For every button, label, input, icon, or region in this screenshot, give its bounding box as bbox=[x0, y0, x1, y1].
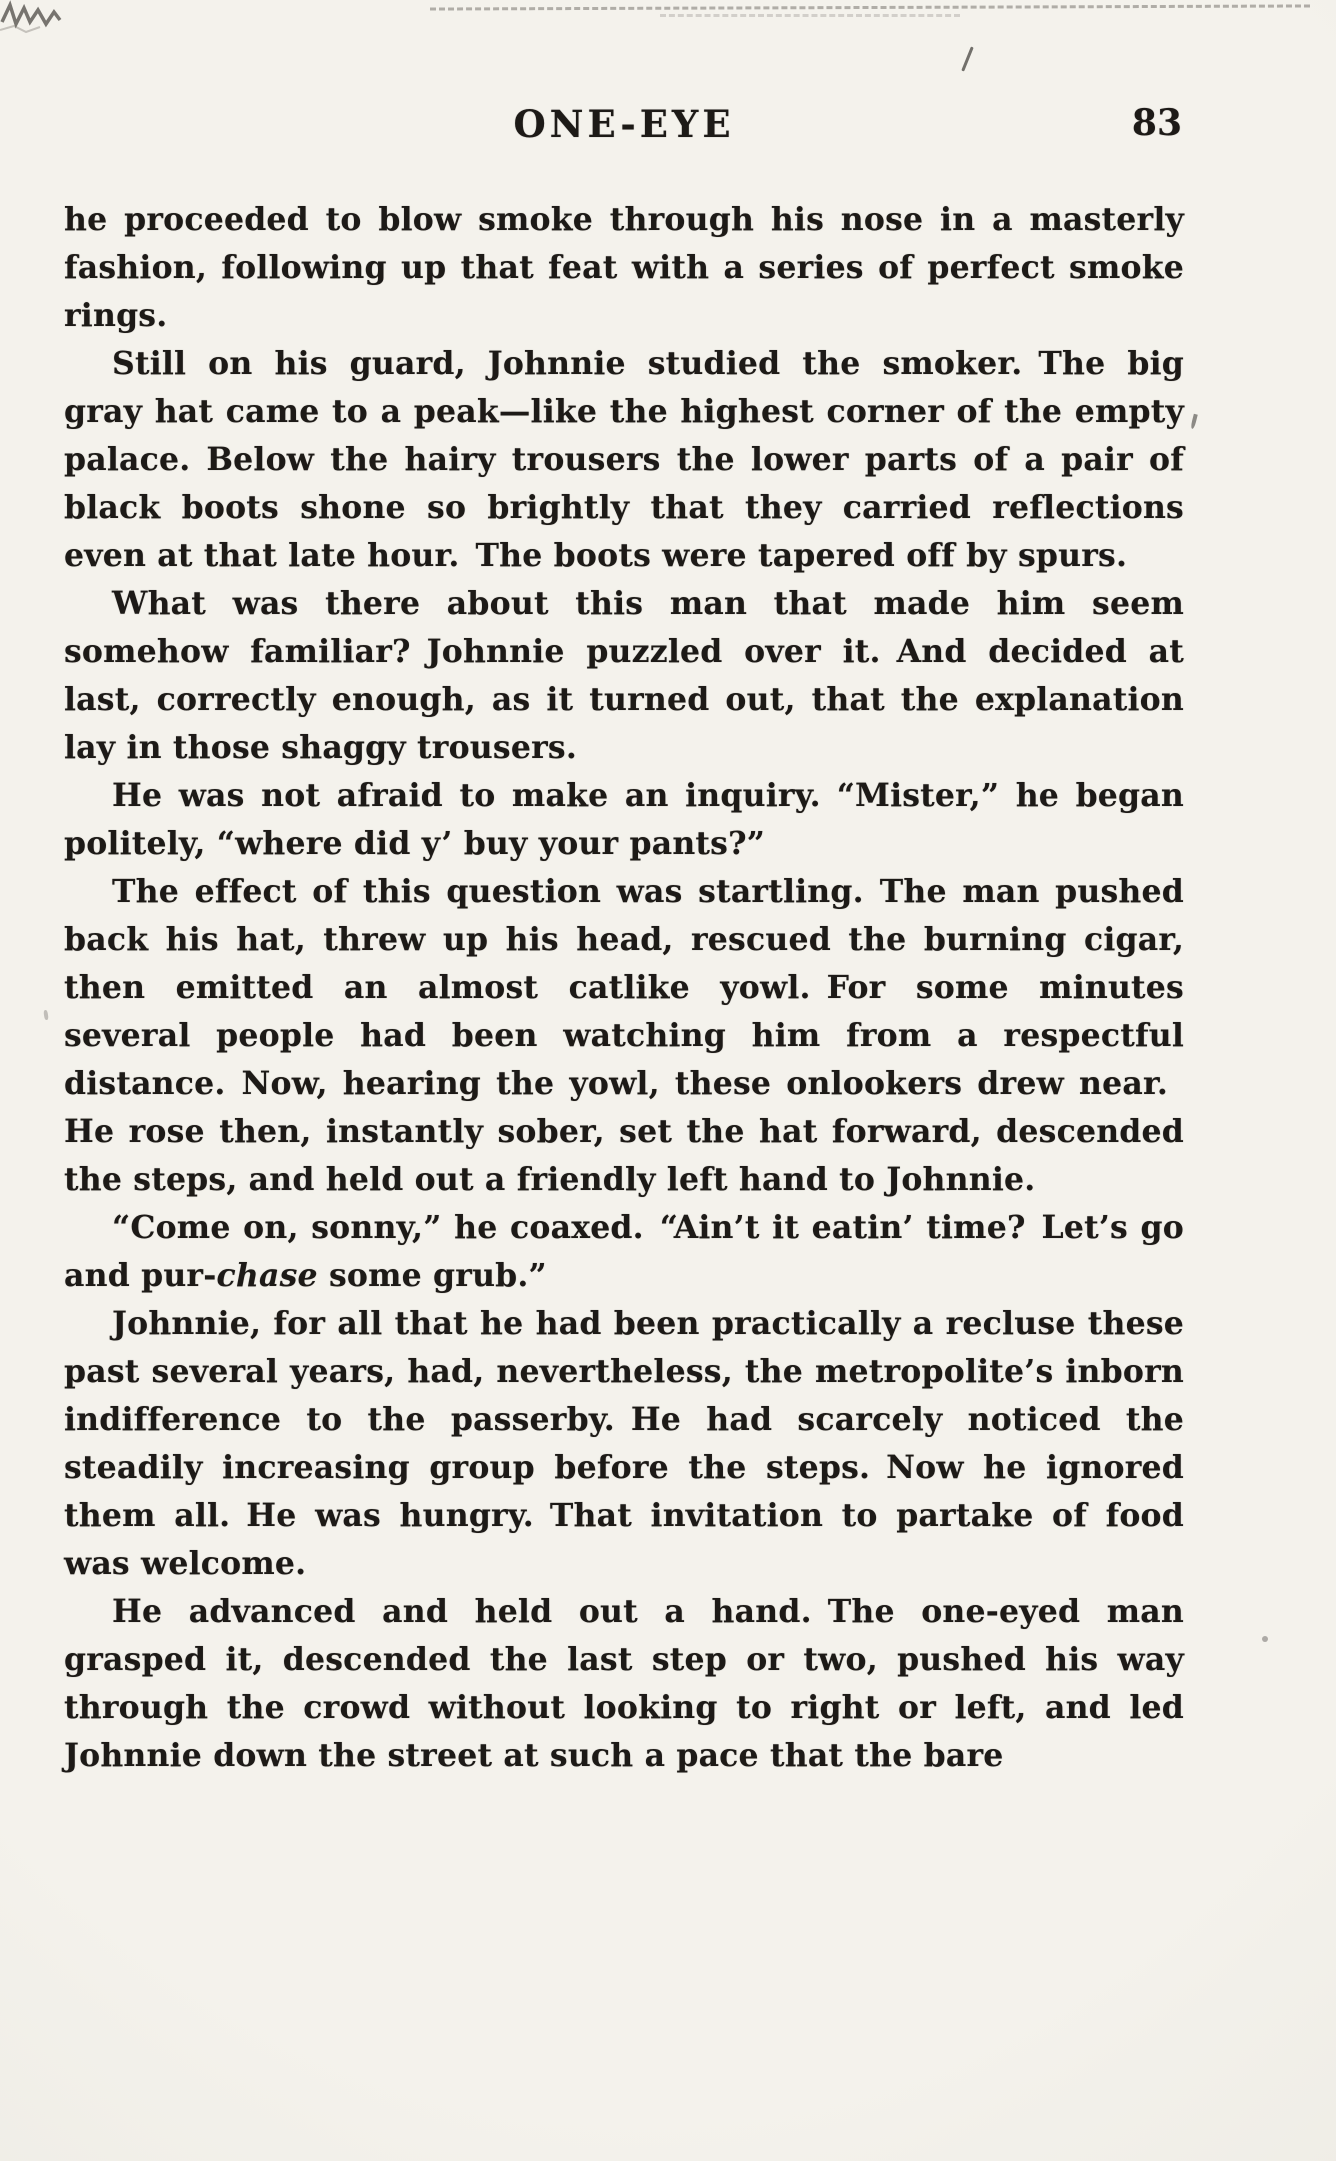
scan-smudge-artifact bbox=[0, 0, 64, 40]
scan-speck bbox=[1190, 414, 1198, 430]
paragraph bbox=[64, 580, 1184, 772]
scan-edge-artifact bbox=[430, 4, 1310, 10]
paragraph bbox=[64, 772, 1184, 868]
paragraph bbox=[64, 1588, 1184, 1780]
text-run: Still on his guard, Johnnie studied the smoker. The big gray hat came to a peak—like the highest corner of the empty palace. Below the hairy trousers the lower parts of a pair of black boots shone so brightly that they carried reflections even at that late hour. The boots were tapered off by spurs. bbox=[64, 345, 1184, 574]
paragraph bbox=[64, 196, 1184, 340]
scan-speck bbox=[1262, 1636, 1268, 1642]
text-run: “Come on, sonny,” he coaxed. “Ain’t it eatin’ time? Let’s go and pur- bbox=[64, 1209, 1184, 1294]
text-run: some grub.” bbox=[317, 1257, 547, 1294]
text-run: What was there about this man that made him seem somehow familiar? Johnnie puzzled over it. And decided at last, correctly enough, as it turned out, that the explanation lay in those shaggy trousers. bbox=[64, 585, 1184, 766]
text-run: The effect of this question was startling. The man pushed back his hat, threw up his head, rescued the burning cigar, then emitted an almost catlike yowl. For some minutes several people had been watching him from a respectful distance. Now, hearing the yowl, these onlookers drew near. He rose then, instantly sober, set the hat forward, descended the steps, and held out a friendly left hand to Johnnie. bbox=[64, 873, 1184, 1198]
paragraph bbox=[64, 1300, 1184, 1588]
text-run: He advanced and held out a hand. The one-eyed man grasped it, descended the last step or two, pushed his way through the crowd without looking to right or left, and led Johnnie down the street at such a pace that the bare bbox=[64, 1593, 1184, 1774]
text-run: He was not afraid to make an inquiry. “Mister,” he began politely, “where did y’ buy your pants?” bbox=[64, 777, 1184, 862]
scan-speck bbox=[43, 1010, 48, 1020]
text-run: he proceeded to blow smoke through his nose in a masterly fashion, following up that feat with a series of perfect smoke rings. bbox=[64, 201, 1184, 334]
text-run: Johnnie, for all that he had been practically a recluse these past several years, had, nevertheless, the metropolite’s inborn indifference to the passerby. He had scarcely noticed the steadily increasing group before the steps. Now he ignored them all. He was hungry. That invitation to partake of food was welcome. bbox=[64, 1305, 1184, 1582]
scan-edge-artifact bbox=[660, 14, 960, 17]
chapter-title: ONE-EYE bbox=[513, 102, 735, 146]
paragraph bbox=[64, 1204, 1184, 1300]
paragraph bbox=[64, 868, 1184, 1204]
paragraph bbox=[64, 340, 1184, 580]
page-body bbox=[64, 196, 1184, 1780]
scan-speck bbox=[961, 46, 974, 71]
page-header bbox=[64, 102, 1184, 154]
italic-text-run: chase bbox=[216, 1257, 318, 1294]
page-number: 83 bbox=[1131, 102, 1182, 144]
